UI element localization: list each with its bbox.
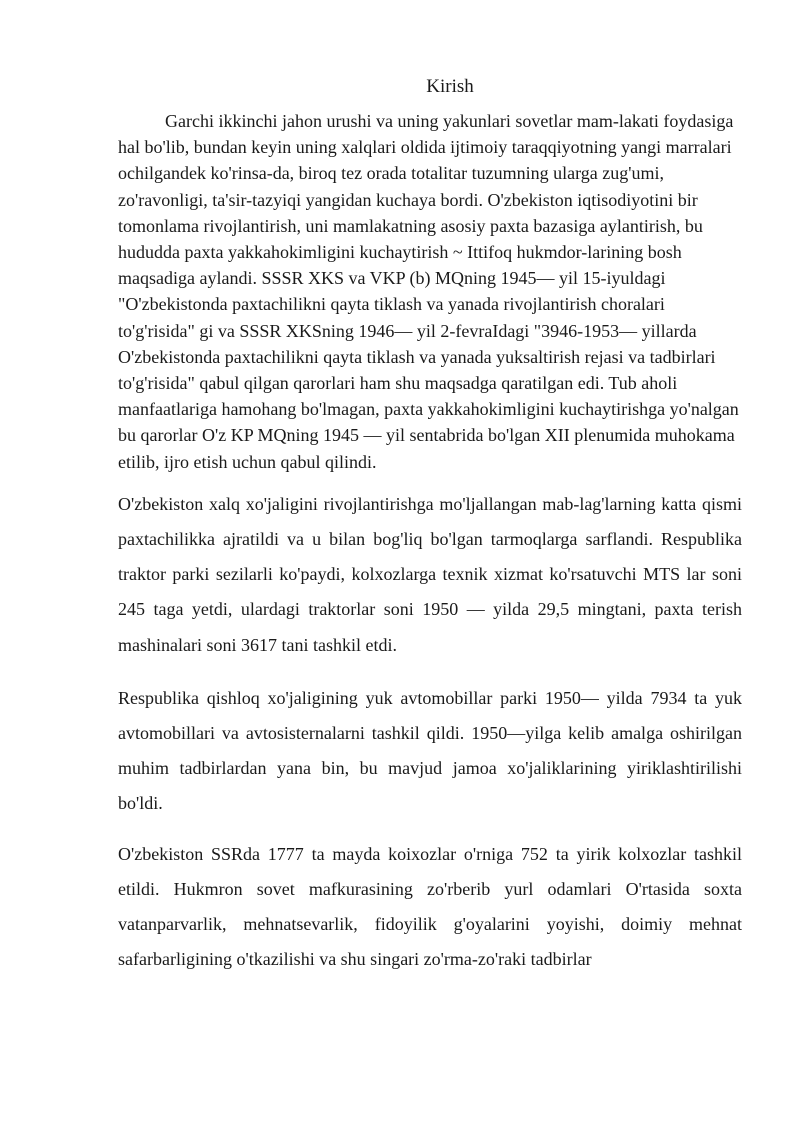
document-page	[118, 74, 742, 977]
paragraph-funding: O'zbekiston xalq xo'jaligini rivojlantirishga mo'ljallangan mab-lag'larning katta qismi paxtachilikka ajratildi va u bilan bog'liq bo'lgan tarmoqlarga sarflandi. Respublika traktor parki sezilarli ko'paydi, kolxozlarga texnik xizmat ko'rsatuvchi MTS lar soni 245 taga yetdi, ulardagi traktorlar soni 1950 — yilda 29,5 mingtani, paxta terish mashinalari soni 3617 tani tashkil etdi.	[118, 493, 742, 655]
paragraph-kolkhoz: O'zbekiston SSRda 1777 ta mayda koixozlar o'rniga 752 ta yirik kolxozlar tashkil etildi. Hukmron sovet mafkurasining zo'rberib yurl odamlari O'rtasida soxta vatanparvarlik, mehnatsevarlik, fidoyilik g'oyalarini yoyishi, doimiy mehnat safarbarligining o'tkazilishi va shu singari zo'rma-zo'raki tadbirlar	[118, 843, 742, 970]
paragraph-trucks: Respublika qishloq xo'jaligining yuk avtomobillar parki 1950— yilda 7934 ta yuk avtomobillari va avtosisternalarni tashkil qildi. 1950—yilga kelib amalga oshirilgan muhim tadbirlardan yana bin, bu mavjud jamoa xo'jaliklarining yiriklashtirilishi bo'ldi.	[118, 687, 742, 814]
paragraph-intro: Garchi ikkinchi jahon urushi va uning yakunlari sovetlar mam-lakati foydasiga hal bo'lib, bundan keyin uning xalqlari oldida ijtimoiy taraqqiyotning yangi marralari ochilgandek ko'rinsa-da, biroq tez orada totalitar tuzumning ularga zug'umi, zo'ravonligi, ta'sir-tazyiqi yangidan kuchaya bordi. O'zbekiston iqtisodiyotini bir tomonlama rivojlantirish, uni mamlakatning asosiy paxta bazasiga aylantirish, bu hududda paxta yakkahokimligini kuchaytirish ~ Ittifoq hukmdor-larining bosh maqsadiga aylandi. SSSR XKS va VKP (b) MQning 1945— yil 15-iyuldagi "O'zbekistonda paxtachilikni qayta tiklash va yanada rivojlantirish choralari to'g'risida" gi va SSSR XKSning 1946— yil 2-fevraIdagi "3946-1953— yillarda O'zbekistonda paxtachilikni qayta tiklash va yanada yuksaltirish rejasi va tadbirlari to'g'risida" qabul qilgan qarorlari ham shu maqsadga qaratilgan edi. Tub aholi manfaatlariga hamohang bo'lmagan, paxta yakkahokimligini kuchaytirishga yo'nalgan bu qarorlar O'z KP MQning 1945 — yil sentabrida bo'lgan XII plenumida muhokama etilib, ijro etish uchun qabul qilindi.	[118, 111, 739, 472]
page-title: Kirish	[426, 76, 474, 97]
